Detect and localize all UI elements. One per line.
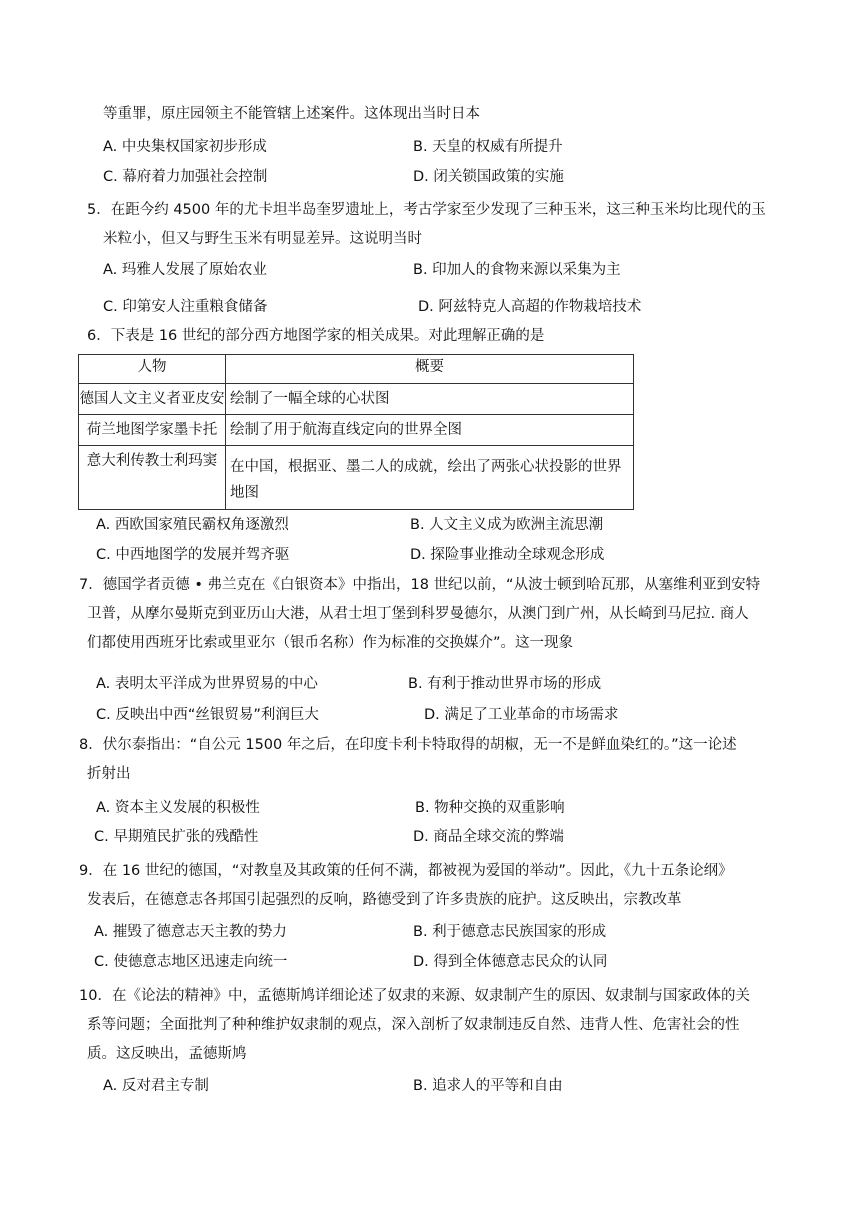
q6-option-b: B. 人文主义成为欧洲主流思潮 xyxy=(410,517,604,533)
q7-option-c: C. 反映出中西“丝银贸易”利润巨大 xyxy=(96,707,319,723)
q4-option-b: B. 天皇的权威有所提升 xyxy=(413,139,563,155)
question-7-stem-line-1: 7．德国学者贡德 • 弗兰克在《白银资本》中指出，18 世纪以前，“从波士顿到哈瓦那，从塞维利亚到安特 xyxy=(79,577,761,593)
question-8-stem-line-1: 8．伏尔泰指出：“自公元 1500 年之后，在印度卡利卡特取得的胡椒，无一不是鲜血染红的。”这一论述 xyxy=(79,737,737,753)
table-cell-summary: 绘制了用于航海直线定向的世界全图 xyxy=(230,422,462,438)
q5-option-b: B. 印加人的食物来源以采集为主 xyxy=(413,262,621,278)
q4-option-c: C. 幕府着力加强社会控制 xyxy=(103,169,268,185)
q4-option-d: D. 闭关锁国政策的实施 xyxy=(413,169,564,185)
q9-option-b: B. 利于德意志民族国家的形成 xyxy=(413,924,607,940)
question-9-stem-line-2: 发表后，在德意志各邦国引起强烈的反响，路德受到了许多贵族的庇护。这反映出，宗教改革 xyxy=(87,892,682,908)
q6-option-d: D. 探险事业推动全球观念形成 xyxy=(410,547,605,563)
q9-option-d: D. 得到全体德意志民众的认同 xyxy=(413,954,608,970)
q9-option-a: A. 摧毁了德意志天主教的势力 xyxy=(94,924,287,940)
table-header-summary: 概要 xyxy=(226,355,634,384)
table-cell-summary: 绘制了一幅全球的心状图 xyxy=(230,391,390,407)
q7-option-b: B. 有利于推动世界市场的形成 xyxy=(408,676,602,692)
question-9-stem-line-1: 9．在 16 世纪的德国，“对教皇及其政策的任何不满，都被视为爱国的举动”。因此，《九十五条论纲》 xyxy=(79,863,733,879)
q8-option-b: B. 物种交换的双重影响 xyxy=(415,800,565,816)
table-row xyxy=(79,446,634,510)
q10-option-a: A. 反对君主专制 xyxy=(103,1078,209,1094)
table-cell-person: 荷兰地图学家墨卡托 xyxy=(86,422,218,438)
q10-option-b: B. 追求人的平等和自由 xyxy=(413,1078,563,1094)
table-header-person: 人物 xyxy=(79,355,226,384)
q4-option-a: A. 中央集权国家初步形成 xyxy=(103,139,267,155)
question-5-stem-line-1: 5．在距今约 4500 年的尤卡坦半岛奎罗遗址上，考古学家至少发现了三种玉米，这三种玉米均比现代的玉 xyxy=(87,202,766,218)
table-row xyxy=(79,415,634,446)
q7-option-d: D. 满足了工业革命的市场需求 xyxy=(424,707,619,723)
table-row xyxy=(79,384,634,415)
q8-option-c: C. 早期殖民扩张的残酷性 xyxy=(94,829,259,845)
q5-option-d: D. 阿兹特克人高超的作物栽培技术 xyxy=(418,299,642,315)
question-6-stem: 6．下表是 16 世纪的部分西方地图学家的相关成果。对此理解正确的是 xyxy=(87,328,545,344)
q5-option-c: C. 印第安人注重粮食储备 xyxy=(103,299,268,315)
q8-option-d: D. 商品全球交流的弊端 xyxy=(413,829,564,845)
q6-option-c: C. 中西地图学的发展并驾齐驱 xyxy=(96,547,290,563)
q8-option-a: A. 资本主义发展的积极性 xyxy=(96,800,260,816)
question-7-stem-line-2: 卫普，从摩尔曼斯克到亚历山大港，从君士坦丁堡到科罗曼德尔，从澳门到广州，从长崎到马尼拉. 商人 xyxy=(87,606,749,622)
question-10-stem-line-1: 10．在《论法的精神》中，孟德斯鸠详细论述了奴隶的来源、奴隶制产生的原因、奴隶制与国家政体的关 xyxy=(79,988,750,1004)
question-7-stem-line-3: 们都使用西班牙比索或里亚尔（银币名称）作为标准的交换媒介”。这一现象 xyxy=(87,635,574,651)
question-10-stem-line-3: 质。这反映出，孟德斯鸠 xyxy=(87,1046,247,1062)
q7-option-a: A. 表明太平洋成为世界贸易的中心 xyxy=(96,676,318,692)
table-cell-person: 德国人文主义者亚皮安 xyxy=(79,391,225,407)
question-5-stem-line-2: 米粒小，但又与野生玉米有明显差异。这说明当时 xyxy=(103,231,422,247)
question-8-stem-line-2: 折射出 xyxy=(87,766,131,782)
question-4-stem: 等重罪，原庄园领主不能管辖上述案件。这体现出当时日本 xyxy=(103,106,480,122)
table-cell-summary: 在中国，根据亚、墨二人的成就，绘出了两张心状投影的世界地图 xyxy=(230,459,622,501)
table-cell-person: 意大利传教士利玛窦 xyxy=(86,453,218,469)
q6-option-a: A. 西欧国家殖民霸权角逐激烈 xyxy=(96,517,289,533)
q5-option-a: A. 玛雅人发展了原始农业 xyxy=(103,262,267,278)
cartographers-table xyxy=(78,354,634,510)
q9-option-c: C. 使德意志地区迅速走向统一 xyxy=(94,954,288,970)
question-10-stem-line-2: 系等问题；全面批判了种种维护奴隶制的观点，深入剖析了奴隶制违反自然、违背人性、危害社会的性 xyxy=(87,1017,740,1033)
